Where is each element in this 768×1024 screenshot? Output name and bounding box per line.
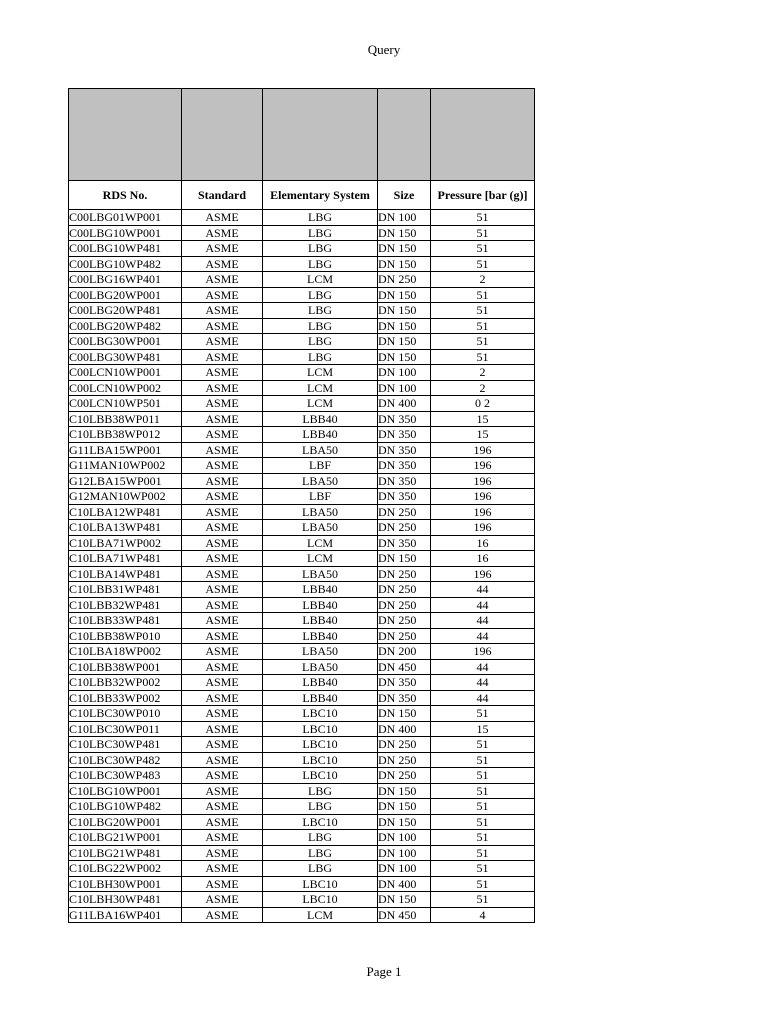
cell-standard: ASME (182, 411, 263, 427)
cell-size: DN 350 (378, 535, 431, 551)
cell-size: DN 350 (378, 473, 431, 489)
cell-rds-no: C00LCN10WP001 (69, 365, 182, 381)
table-row (69, 830, 535, 846)
cell-size: DN 150 (378, 334, 431, 350)
cell-elementary-system: LBC10 (263, 876, 378, 892)
cell-pressure: 0 2 (431, 396, 535, 412)
cell-size: DN 350 (378, 458, 431, 474)
cell-elementary-system: LBA50 (263, 473, 378, 489)
cell-pressure: 51 (431, 241, 535, 257)
cell-size: DN 250 (378, 520, 431, 536)
cell-pressure: 44 (431, 613, 535, 629)
cell-standard: ASME (182, 489, 263, 505)
table-row (69, 892, 535, 908)
table-row (69, 845, 535, 861)
cell-standard: ASME (182, 256, 263, 272)
cell-size: DN 100 (378, 830, 431, 846)
cell-elementary-system: LBC10 (263, 768, 378, 784)
cell-pressure: 51 (431, 892, 535, 908)
column-header-pressure: Pressure [bar (g)] (431, 181, 535, 210)
cell-size: DN 350 (378, 675, 431, 691)
cell-pressure: 51 (431, 706, 535, 722)
column-header-standard: Standard (182, 181, 263, 210)
cell-size: DN 400 (378, 721, 431, 737)
cell-rds-no: C00LBG10WP481 (69, 241, 182, 257)
column-header-row (69, 181, 535, 210)
cell-pressure: 196 (431, 504, 535, 520)
cell-elementary-system: LBG (263, 783, 378, 799)
cell-elementary-system: LBC10 (263, 814, 378, 830)
cell-rds-no: C10LBA14WP481 (69, 566, 182, 582)
cell-elementary-system: LCM (263, 396, 378, 412)
cell-size: DN 100 (378, 380, 431, 396)
cell-pressure: 15 (431, 411, 535, 427)
cell-pressure: 51 (431, 845, 535, 861)
column-header-elementary-system: Elementary System (263, 181, 378, 210)
cell-elementary-system: LBG (263, 318, 378, 334)
cell-elementary-system: LBF (263, 458, 378, 474)
cell-pressure: 51 (431, 318, 535, 334)
cell-pressure: 51 (431, 303, 535, 319)
header-blank-cell (263, 89, 378, 181)
table-row (69, 427, 535, 443)
cell-pressure: 51 (431, 814, 535, 830)
cell-pressure: 196 (431, 442, 535, 458)
cell-elementary-system: LBG (263, 845, 378, 861)
cell-standard: ASME (182, 582, 263, 598)
cell-elementary-system: LCM (263, 380, 378, 396)
table-row (69, 690, 535, 706)
table-row (69, 349, 535, 365)
cell-elementary-system: LBG (263, 861, 378, 877)
cell-standard: ASME (182, 473, 263, 489)
cell-elementary-system: LCM (263, 535, 378, 551)
cell-elementary-system: LBB40 (263, 613, 378, 629)
cell-rds-no: C10LBA13WP481 (69, 520, 182, 536)
header-blank-cell (182, 89, 263, 181)
cell-elementary-system: LBB40 (263, 427, 378, 443)
cell-standard: ASME (182, 566, 263, 582)
table-row (69, 256, 535, 272)
cell-standard: ASME (182, 241, 263, 257)
cell-elementary-system: LBG (263, 225, 378, 241)
cell-size: DN 350 (378, 411, 431, 427)
header-blank-row (69, 89, 535, 181)
cell-rds-no: G11LBA15WP001 (69, 442, 182, 458)
table-row (69, 334, 535, 350)
cell-standard: ASME (182, 783, 263, 799)
cell-elementary-system: LBB40 (263, 628, 378, 644)
cell-rds-no: G11LBA16WP401 (69, 907, 182, 923)
cell-size: DN 150 (378, 551, 431, 567)
cell-standard: ASME (182, 845, 263, 861)
cell-pressure: 51 (431, 876, 535, 892)
cell-elementary-system: LBB40 (263, 690, 378, 706)
cell-standard: ASME (182, 768, 263, 784)
table-row (69, 489, 535, 505)
table-row (69, 566, 535, 582)
table-row (69, 876, 535, 892)
table-row (69, 907, 535, 923)
cell-size: DN 150 (378, 892, 431, 908)
cell-elementary-system: LBF (263, 489, 378, 505)
cell-pressure: 51 (431, 287, 535, 303)
cell-size: DN 200 (378, 644, 431, 660)
cell-rds-no: C00LBG30WP001 (69, 334, 182, 350)
table-row (69, 318, 535, 334)
cell-standard: ASME (182, 365, 263, 381)
table-row (69, 628, 535, 644)
cell-standard: ASME (182, 272, 263, 288)
cell-elementary-system: LBG (263, 799, 378, 815)
cell-size: DN 150 (378, 799, 431, 815)
cell-rds-no: C10LBB33WP002 (69, 690, 182, 706)
cell-rds-no: C10LBC30WP010 (69, 706, 182, 722)
cell-pressure: 196 (431, 458, 535, 474)
table-row (69, 783, 535, 799)
cell-elementary-system: LBG (263, 287, 378, 303)
cell-standard: ASME (182, 752, 263, 768)
table-row (69, 721, 535, 737)
query-table (68, 88, 535, 923)
table-row (69, 644, 535, 660)
cell-standard: ASME (182, 535, 263, 551)
cell-size: DN 350 (378, 690, 431, 706)
cell-standard: ASME (182, 721, 263, 737)
cell-size: DN 250 (378, 566, 431, 582)
cell-standard: ASME (182, 458, 263, 474)
cell-rds-no: C10LBB38WP011 (69, 411, 182, 427)
cell-rds-no: C10LBB32WP002 (69, 675, 182, 691)
table-row (69, 597, 535, 613)
table-row (69, 396, 535, 412)
cell-standard: ASME (182, 520, 263, 536)
cell-rds-no: C00LCN10WP002 (69, 380, 182, 396)
cell-rds-no: C10LBB32WP481 (69, 597, 182, 613)
cell-elementary-system: LCM (263, 272, 378, 288)
cell-size: DN 250 (378, 768, 431, 784)
cell-pressure: 4 (431, 907, 535, 923)
table-row (69, 814, 535, 830)
cell-standard: ASME (182, 706, 263, 722)
cell-rds-no: C00LCN10WP501 (69, 396, 182, 412)
cell-pressure: 51 (431, 861, 535, 877)
cell-elementary-system: LBB40 (263, 597, 378, 613)
cell-size: DN 450 (378, 659, 431, 675)
cell-pressure: 51 (431, 768, 535, 784)
cell-rds-no: C10LBA71WP002 (69, 535, 182, 551)
table-row (69, 458, 535, 474)
cell-pressure: 51 (431, 783, 535, 799)
cell-standard: ASME (182, 861, 263, 877)
table-row (69, 287, 535, 303)
cell-standard: ASME (182, 442, 263, 458)
cell-pressure: 51 (431, 799, 535, 815)
cell-pressure: 51 (431, 737, 535, 753)
table-row (69, 675, 535, 691)
table-row (69, 752, 535, 768)
cell-rds-no: C10LBG20WP001 (69, 814, 182, 830)
table-row (69, 535, 535, 551)
table-row (69, 768, 535, 784)
cell-rds-no: C00LBG20WP482 (69, 318, 182, 334)
cell-rds-no: C10LBG10WP001 (69, 783, 182, 799)
cell-standard: ASME (182, 613, 263, 629)
cell-rds-no: C10LBB31WP481 (69, 582, 182, 598)
cell-rds-no: C10LBA12WP481 (69, 504, 182, 520)
cell-elementary-system: LBC10 (263, 752, 378, 768)
page-title: Query (367, 42, 401, 57)
cell-pressure: 44 (431, 582, 535, 598)
cell-rds-no: C10LBG10WP482 (69, 799, 182, 815)
cell-rds-no: C00LBG20WP001 (69, 287, 182, 303)
cell-standard: ASME (182, 334, 263, 350)
cell-rds-no: C10LBG22WP002 (69, 861, 182, 877)
table-row (69, 737, 535, 753)
cell-size: DN 150 (378, 814, 431, 830)
table-row (69, 659, 535, 675)
cell-elementary-system: LBA50 (263, 659, 378, 675)
cell-standard: ASME (182, 349, 263, 365)
cell-size: DN 150 (378, 318, 431, 334)
cell-pressure: 196 (431, 473, 535, 489)
cell-size: DN 250 (378, 504, 431, 520)
cell-size: DN 350 (378, 442, 431, 458)
cell-elementary-system: LBC10 (263, 737, 378, 753)
cell-elementary-system: LBA50 (263, 566, 378, 582)
cell-standard: ASME (182, 814, 263, 830)
cell-rds-no: C00LBG30WP481 (69, 349, 182, 365)
cell-rds-no: C10LBC30WP481 (69, 737, 182, 753)
cell-size: DN 100 (378, 365, 431, 381)
table-row (69, 861, 535, 877)
cell-elementary-system: LBG (263, 210, 378, 226)
cell-pressure: 2 (431, 365, 535, 381)
cell-size: DN 100 (378, 210, 431, 226)
cell-standard: ASME (182, 737, 263, 753)
cell-standard: ASME (182, 225, 263, 241)
header-blank-cell (431, 89, 535, 181)
cell-pressure: 196 (431, 489, 535, 505)
table-row (69, 551, 535, 567)
cell-rds-no: C10LBB38WP010 (69, 628, 182, 644)
table-row (69, 365, 535, 381)
cell-pressure: 51 (431, 210, 535, 226)
cell-elementary-system: LBC10 (263, 706, 378, 722)
column-header-size: Size (378, 181, 431, 210)
cell-rds-no: C00LBG01WP001 (69, 210, 182, 226)
table-row (69, 442, 535, 458)
table-row (69, 380, 535, 396)
table-row (69, 225, 535, 241)
cell-size: DN 400 (378, 876, 431, 892)
cell-standard: ASME (182, 318, 263, 334)
cell-size: DN 250 (378, 597, 431, 613)
table-row (69, 241, 535, 257)
table-row (69, 210, 535, 226)
table-row (69, 520, 535, 536)
cell-pressure: 16 (431, 551, 535, 567)
cell-pressure: 196 (431, 520, 535, 536)
cell-rds-no: C10LBB33WP481 (69, 613, 182, 629)
cell-elementary-system: LBG (263, 349, 378, 365)
table-row (69, 504, 535, 520)
cell-standard: ASME (182, 876, 263, 892)
cell-rds-no: C10LBH30WP001 (69, 876, 182, 892)
cell-standard: ASME (182, 303, 263, 319)
cell-standard: ASME (182, 427, 263, 443)
cell-rds-no: G12LBA15WP001 (69, 473, 182, 489)
cell-size: DN 150 (378, 241, 431, 257)
table-row (69, 272, 535, 288)
cell-elementary-system: LCM (263, 551, 378, 567)
cell-elementary-system: LBC10 (263, 721, 378, 737)
cell-standard: ASME (182, 597, 263, 613)
cell-pressure: 15 (431, 721, 535, 737)
cell-pressure: 16 (431, 535, 535, 551)
cell-standard: ASME (182, 799, 263, 815)
cell-size: DN 100 (378, 845, 431, 861)
cell-elementary-system: LCM (263, 907, 378, 923)
cell-standard: ASME (182, 210, 263, 226)
cell-size: DN 150 (378, 349, 431, 365)
cell-rds-no: C10LBB38WP001 (69, 659, 182, 675)
cell-rds-no: C10LBG21WP001 (69, 830, 182, 846)
cell-size: DN 150 (378, 256, 431, 272)
cell-elementary-system: LBA50 (263, 504, 378, 520)
cell-pressure: 196 (431, 566, 535, 582)
header-blank-cell (378, 89, 431, 181)
cell-elementary-system: LBG (263, 303, 378, 319)
cell-elementary-system: LBC10 (263, 892, 378, 908)
cell-rds-no: G11MAN10WP002 (69, 458, 182, 474)
cell-elementary-system: LBB40 (263, 675, 378, 691)
table-row (69, 613, 535, 629)
cell-size: DN 150 (378, 706, 431, 722)
cell-rds-no: C00LBG16WP401 (69, 272, 182, 288)
cell-size: DN 250 (378, 272, 431, 288)
cell-elementary-system: LBB40 (263, 582, 378, 598)
cell-standard: ASME (182, 644, 263, 660)
cell-size: DN 350 (378, 427, 431, 443)
cell-standard: ASME (182, 830, 263, 846)
cell-rds-no: C10LBA18WP002 (69, 644, 182, 660)
cell-pressure: 44 (431, 628, 535, 644)
cell-elementary-system: LBG (263, 830, 378, 846)
cell-pressure: 51 (431, 256, 535, 272)
table-row (69, 706, 535, 722)
cell-size: DN 150 (378, 783, 431, 799)
page-number: Page 1 (366, 964, 402, 979)
cell-elementary-system: LBG (263, 241, 378, 257)
cell-standard: ASME (182, 907, 263, 923)
cell-size: DN 250 (378, 752, 431, 768)
cell-elementary-system: LBB40 (263, 411, 378, 427)
cell-size: DN 150 (378, 287, 431, 303)
cell-rds-no: C10LBH30WP481 (69, 892, 182, 908)
cell-rds-no: C00LBG10WP482 (69, 256, 182, 272)
cell-elementary-system: LBA50 (263, 644, 378, 660)
cell-elementary-system: LBG (263, 256, 378, 272)
cell-pressure: 51 (431, 225, 535, 241)
cell-elementary-system: LCM (263, 365, 378, 381)
column-header-rds-no: RDS No. (69, 181, 182, 210)
cell-pressure: 44 (431, 597, 535, 613)
cell-standard: ASME (182, 396, 263, 412)
cell-size: DN 450 (378, 907, 431, 923)
cell-size: DN 150 (378, 225, 431, 241)
cell-standard: ASME (182, 380, 263, 396)
cell-pressure: 51 (431, 830, 535, 846)
cell-rds-no: C10LBC30WP483 (69, 768, 182, 784)
cell-rds-no: C10LBC30WP011 (69, 721, 182, 737)
table-row (69, 303, 535, 319)
cell-standard: ASME (182, 892, 263, 908)
cell-size: DN 250 (378, 582, 431, 598)
cell-size: DN 250 (378, 737, 431, 753)
cell-rds-no: C10LBB38WP012 (69, 427, 182, 443)
cell-rds-no: C10LBG21WP481 (69, 845, 182, 861)
cell-rds-no: C00LBG10WP001 (69, 225, 182, 241)
header-blank-cell (69, 89, 182, 181)
cell-standard: ASME (182, 628, 263, 644)
cell-size: DN 250 (378, 628, 431, 644)
cell-standard: ASME (182, 551, 263, 567)
cell-standard: ASME (182, 690, 263, 706)
cell-standard: ASME (182, 287, 263, 303)
cell-pressure: 51 (431, 752, 535, 768)
cell-rds-no: C10LBA71WP481 (69, 551, 182, 567)
cell-size: DN 400 (378, 396, 431, 412)
cell-elementary-system: LBG (263, 334, 378, 350)
cell-pressure: 15 (431, 427, 535, 443)
cell-pressure: 44 (431, 659, 535, 675)
cell-rds-no: G12MAN10WP002 (69, 489, 182, 505)
table-row (69, 582, 535, 598)
table-row (69, 799, 535, 815)
cell-size: DN 350 (378, 489, 431, 505)
cell-rds-no: C10LBC30WP482 (69, 752, 182, 768)
cell-pressure: 2 (431, 272, 535, 288)
cell-pressure: 44 (431, 675, 535, 691)
cell-standard: ASME (182, 659, 263, 675)
cell-pressure: 44 (431, 690, 535, 706)
cell-elementary-system: LBA50 (263, 442, 378, 458)
cell-elementary-system: LBA50 (263, 520, 378, 536)
table-row (69, 411, 535, 427)
cell-rds-no: C00LBG20WP481 (69, 303, 182, 319)
cell-pressure: 2 (431, 380, 535, 396)
cell-size: DN 150 (378, 303, 431, 319)
table-row (69, 473, 535, 489)
cell-standard: ASME (182, 675, 263, 691)
cell-size: DN 100 (378, 861, 431, 877)
cell-standard: ASME (182, 504, 263, 520)
cell-size: DN 250 (378, 613, 431, 629)
cell-pressure: 196 (431, 644, 535, 660)
cell-pressure: 51 (431, 334, 535, 350)
cell-pressure: 51 (431, 349, 535, 365)
